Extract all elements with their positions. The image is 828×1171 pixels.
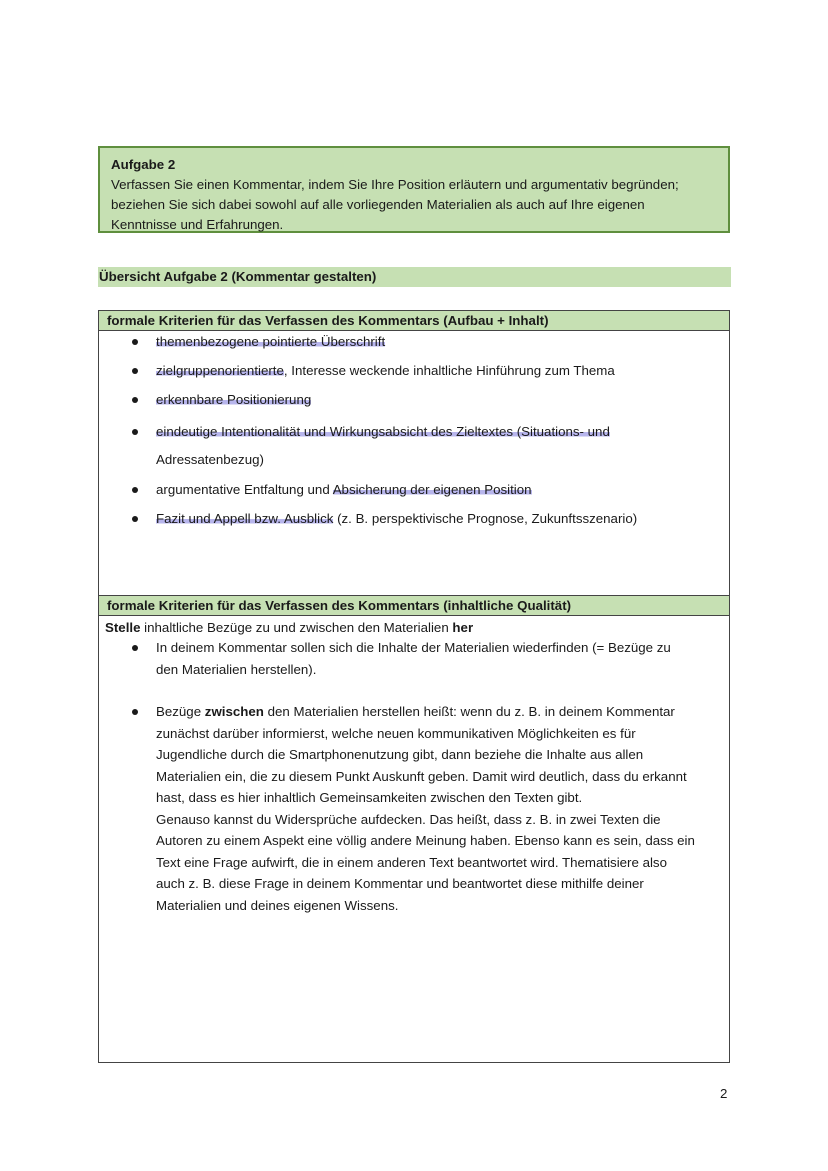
highlighted-text: zielgruppenorientierte bbox=[156, 363, 284, 378]
list-item bbox=[99, 701, 729, 916]
item-text: (z. B. perspektivische Prognose, Zukunftsszenario) bbox=[333, 511, 638, 526]
item-text: hast, dass es hier inhaltlich Gemeinsamkeiten zwischen den Texten gibt. bbox=[156, 790, 583, 805]
item-text: , Interesse weckende inhaltliche Hinführung zum Thema bbox=[283, 363, 615, 378]
task-box bbox=[98, 146, 730, 233]
list-item bbox=[99, 479, 729, 501]
intro-line bbox=[99, 616, 729, 637]
bullet-icon bbox=[132, 339, 138, 345]
list-item bbox=[99, 637, 729, 680]
item-text: Materialien und deines eigenen Wissens. bbox=[156, 897, 399, 913]
item-text: argumentative Entfaltung und bbox=[156, 482, 333, 497]
table-header: formale Kriterien für das Verfassen des Kommentars (inhaltliche Qualität) bbox=[99, 596, 729, 616]
item-text: Adressatenbezug) bbox=[156, 452, 264, 467]
item-bold: zwischen bbox=[204, 704, 264, 719]
item-text: Jugendliche durch die Smartphonenutzung gibt, dann beziehe die Inhalte aus allen bbox=[156, 747, 644, 762]
intro-text: inhaltliche Bezüge zu und zwischen den Materialien bbox=[140, 620, 453, 635]
item-text: Text eine Frage aufwirft, die in einem anderen Text beantwortet wird. Thematisiere also bbox=[156, 854, 667, 870]
item-text: auch z. B. diese Frage in deinem Kommentar und beantwortet diese mithilfe deiner bbox=[156, 876, 644, 891]
task-text-line: Verfassen Sie einen Kommentar, indem Sie Ihre Position erläutern und argumentativ begründen; bbox=[111, 177, 679, 192]
table-header: formale Kriterien für das Verfassen des Kommentars (Aufbau + Inhalt) bbox=[99, 311, 729, 331]
bullet-icon bbox=[132, 487, 138, 493]
highlighted-text: eindeutige Intentionalität und Wirkungsabsicht des Zieltextes (Situations- und bbox=[156, 424, 610, 439]
item-text: Bezüge bbox=[156, 704, 205, 719]
list-item bbox=[99, 508, 729, 530]
criteria-list bbox=[99, 331, 729, 530]
list-item bbox=[99, 331, 729, 353]
item-text: Genauso kannst du Widersprüche aufdecken. Das heißt, dass z. B. in zwei Texten die bbox=[156, 811, 661, 827]
page-number: 2 bbox=[720, 1086, 728, 1101]
list-item bbox=[99, 360, 729, 382]
item-text: Materialien ein, die zu diesem Punkt Auskunft geben. Damit wird deutlich, dass du erkannt bbox=[156, 768, 687, 784]
highlighted-text: Fazit und Appell bzw. Ausblick bbox=[156, 511, 334, 526]
item-text: In deinem Kommentar sollen sich die Inhalte der Materialien wiederfinden (= Bezüge zu bbox=[156, 640, 671, 655]
criteria-table-structure bbox=[98, 310, 730, 596]
list-item bbox=[99, 389, 729, 411]
item-text: den Materialien herstellen heißt: wenn du z. B. in deinem Kommentar bbox=[263, 704, 675, 719]
task-title: Aufgabe 2 bbox=[111, 157, 176, 172]
task-text-line: Kenntnisse und Erfahrungen. bbox=[111, 217, 284, 232]
overview-heading: Übersicht Aufgabe 2 (Kommentar gestalten) bbox=[98, 267, 731, 287]
bullet-icon bbox=[132, 645, 138, 651]
intro-bold: her bbox=[452, 620, 474, 635]
criteria-table-quality bbox=[98, 595, 730, 1063]
bullet-icon bbox=[132, 397, 138, 403]
bullet-icon bbox=[132, 429, 138, 435]
bullet-icon bbox=[132, 709, 138, 715]
task-text-line: beziehen Sie sich dabei sowohl auf alle vorliegenden Materialien als auch auf Ihre eigenen bbox=[111, 197, 645, 212]
bullet-icon bbox=[132, 368, 138, 374]
highlighted-text: themenbezogene pointierte Überschrift bbox=[156, 334, 386, 349]
highlighted-text: erkennbare Positionierung bbox=[156, 392, 312, 407]
item-text: Autoren zu einem Aspekt eine völlig andere Meinung haben. Ebenso kann es sein, dass ein bbox=[156, 833, 695, 848]
item-text: den Materialien herstellen). bbox=[156, 661, 317, 677]
list-item bbox=[99, 418, 729, 474]
quality-list bbox=[99, 637, 729, 916]
item-text: zunächst darüber informierst, welche neuen kommunikativen Möglichkeiten es für bbox=[156, 725, 636, 741]
bullet-icon bbox=[132, 516, 138, 522]
highlighted-text: Absicherung der eigenen Position bbox=[332, 482, 532, 497]
intro-bold: Stelle bbox=[105, 620, 141, 635]
